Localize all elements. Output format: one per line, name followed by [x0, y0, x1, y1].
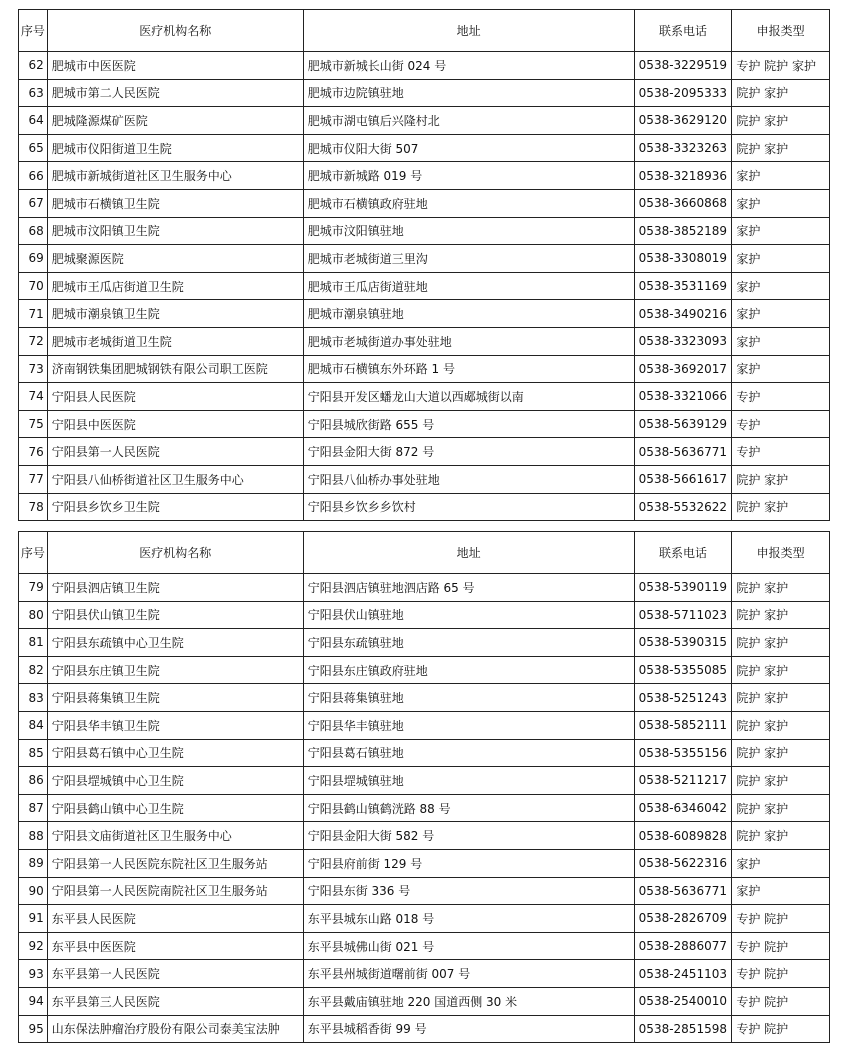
header-name: 医疗机构名称: [47, 10, 303, 52]
cell-type: 专护 院护: [732, 987, 830, 1015]
cell-name: 山东保法肿瘤治疗股份有限公司泰美宝法肿: [47, 1015, 303, 1043]
header-name: 医疗机构名称: [47, 532, 303, 574]
cell-type: 专护: [732, 410, 830, 438]
cell-phone: 0538-5355085: [634, 656, 732, 684]
cell-name: 宁阳县八仙桥街道社区卫生服务中心: [47, 465, 303, 493]
table-row: [19, 107, 830, 135]
table-row: [19, 438, 830, 466]
cell-name: 宁阳县鹤山镇中心卫生院: [47, 794, 303, 822]
header-type: 申报类型: [732, 532, 830, 574]
cell-seq: 85: [19, 739, 48, 767]
cell-phone: 0538-3218936: [634, 162, 732, 190]
cell-seq: 79: [19, 574, 48, 602]
table-row: [19, 905, 830, 933]
cell-name: 肥城市王瓜店街道卫生院: [47, 272, 303, 300]
cell-type: 专护 院护 家护: [732, 52, 830, 80]
cell-name: 宁阳县蒋集镇卫生院: [47, 684, 303, 712]
cell-seq: 93: [19, 960, 48, 988]
cell-type: 院护 家护: [732, 465, 830, 493]
cell-phone: 0538-3323093: [634, 327, 732, 355]
cell-type: 家护: [732, 245, 830, 273]
cell-name: 宁阳县东庄镇卫生院: [47, 656, 303, 684]
table-row: [19, 794, 830, 822]
cell-name: 宁阳县东疏镇中心卫生院: [47, 629, 303, 657]
cell-phone: 0538-2451103: [634, 960, 732, 988]
cell-address: 宁阳县华丰镇驻地: [303, 711, 634, 739]
cell-seq: 62: [19, 52, 48, 80]
cell-seq: 63: [19, 79, 48, 107]
cell-seq: 92: [19, 932, 48, 960]
cell-seq: 71: [19, 300, 48, 328]
cell-seq: 72: [19, 327, 48, 355]
cell-address: 肥城市潮泉镇驻地: [303, 300, 634, 328]
cell-type: 专护: [732, 438, 830, 466]
cell-phone: 0538-3321066: [634, 383, 732, 411]
cell-name: 肥城市潮泉镇卫生院: [47, 300, 303, 328]
cell-seq: 65: [19, 134, 48, 162]
header-address: 地址: [303, 10, 634, 52]
cell-name: 宁阳县堽城镇中心卫生院: [47, 767, 303, 795]
table-row: [19, 493, 830, 521]
cell-seq: 66: [19, 162, 48, 190]
cell-address: 东平县州城街道曙前街 007 号: [303, 960, 634, 988]
cell-phone: 0538-5661617: [634, 465, 732, 493]
cell-name: 宁阳县第一人民医院: [47, 438, 303, 466]
cell-name: 宁阳县泗店镇卫生院: [47, 574, 303, 602]
cell-type: 院护 家护: [732, 822, 830, 850]
cell-name: 宁阳县伏山镇卫生院: [47, 601, 303, 629]
header-seq: 序号: [19, 532, 48, 574]
table-row: [19, 1015, 830, 1043]
cell-name: 宁阳县乡饮乡卫生院: [47, 493, 303, 521]
cell-phone: 0538-3531169: [634, 272, 732, 300]
cell-phone: 0538-2826709: [634, 905, 732, 933]
header-seq: 序号: [19, 10, 48, 52]
table-row: [19, 134, 830, 162]
header-address: 地址: [303, 532, 634, 574]
table-row: [19, 465, 830, 493]
cell-phone: 0538-3229519: [634, 52, 732, 80]
cell-phone: 0538-5852111: [634, 711, 732, 739]
cell-seq: 86: [19, 767, 48, 795]
cell-type: 专护 院护: [732, 932, 830, 960]
cell-phone: 0538-3660868: [634, 189, 732, 217]
cell-address: 肥城市新城路 019 号: [303, 162, 634, 190]
cell-type: 家护: [732, 849, 830, 877]
cell-phone: 0538-5390315: [634, 629, 732, 657]
cell-phone: 0538-6089828: [634, 822, 732, 850]
cell-phone: 0538-3852189: [634, 217, 732, 245]
cell-phone: 0538-3308019: [634, 245, 732, 273]
cell-address: 东平县戴庙镇驻地 220 国道西侧 30 米: [303, 987, 634, 1015]
table-row: [19, 932, 830, 960]
cell-phone: 0538-5636771: [634, 438, 732, 466]
cell-address: 肥城市老城街道办事处驻地: [303, 327, 634, 355]
cell-name: 宁阳县中医医院: [47, 410, 303, 438]
cell-type: 院护 家护: [732, 107, 830, 135]
cell-type: 家护: [732, 217, 830, 245]
table-row: [19, 52, 830, 80]
cell-phone: 0538-5211217: [634, 767, 732, 795]
cell-address: 东平县城东山路 018 号: [303, 905, 634, 933]
cell-name: 东平县人民医院: [47, 905, 303, 933]
cell-phone: 0538-3323263: [634, 134, 732, 162]
header-phone: 联系电话: [634, 10, 732, 52]
table-header-row: [19, 532, 830, 574]
table-row: [19, 711, 830, 739]
cell-seq: 84: [19, 711, 48, 739]
table-header-row: [19, 10, 830, 52]
cell-phone: 0538-2851598: [634, 1015, 732, 1043]
table-row: [19, 189, 830, 217]
cell-name: 肥城市中医医院: [47, 52, 303, 80]
cell-name: 肥城市仪阳街道卫生院: [47, 134, 303, 162]
cell-seq: 87: [19, 794, 48, 822]
cell-address: 宁阳县堽城镇驻地: [303, 767, 634, 795]
cell-seq: 78: [19, 493, 48, 521]
table-row: [19, 767, 830, 795]
cell-phone: 0538-5639129: [634, 410, 732, 438]
cell-seq: 89: [19, 849, 48, 877]
cell-type: 家护: [732, 300, 830, 328]
cell-address: 宁阳县八仙桥办事处驻地: [303, 465, 634, 493]
cell-type: 院护 家护: [732, 794, 830, 822]
cell-name: 肥城市新城街道社区卫生服务中心: [47, 162, 303, 190]
cell-name: 东平县第三人民医院: [47, 987, 303, 1015]
institution-table-2: [18, 531, 830, 1043]
cell-phone: 0538-5355156: [634, 739, 732, 767]
cell-type: 家护: [732, 877, 830, 905]
cell-seq: 67: [19, 189, 48, 217]
cell-seq: 74: [19, 383, 48, 411]
cell-address: 肥城市边院镇驻地: [303, 79, 634, 107]
cell-phone: 0538-3629120: [634, 107, 732, 135]
cell-address: 肥城市石横镇东外环路 1 号: [303, 355, 634, 383]
cell-address: 宁阳县泗店镇驻地泗店路 65 号: [303, 574, 634, 602]
cell-address: 宁阳县葛石镇驻地: [303, 739, 634, 767]
institution-table-1: [18, 9, 830, 521]
table-row: [19, 162, 830, 190]
cell-address: 宁阳县金阳大街 582 号: [303, 822, 634, 850]
cell-type: 院护 家护: [732, 684, 830, 712]
table-row: [19, 684, 830, 712]
cell-name: 东平县第一人民医院: [47, 960, 303, 988]
cell-name: 肥城市第二人民医院: [47, 79, 303, 107]
table-row: [19, 656, 830, 684]
cell-address: 宁阳县鹤山镇鹤洸路 88 号: [303, 794, 634, 822]
cell-address: 宁阳县开发区蟠龙山大道以西郕城街以南: [303, 383, 634, 411]
cell-type: 院护 家护: [732, 493, 830, 521]
cell-address: 东平县城稻香街 99 号: [303, 1015, 634, 1043]
cell-address: 宁阳县东庄镇政府驻地: [303, 656, 634, 684]
table-row: [19, 383, 830, 411]
cell-type: 院护 家护: [732, 601, 830, 629]
cell-name: 肥城市老城街道卫生院: [47, 327, 303, 355]
cell-type: 院护 家护: [732, 574, 830, 602]
cell-name: 肥城聚源医院: [47, 245, 303, 273]
cell-phone: 0538-2540010: [634, 987, 732, 1015]
table-row: [19, 410, 830, 438]
cell-address: 肥城市汶阳镇驻地: [303, 217, 634, 245]
cell-address: 宁阳县金阳大街 872 号: [303, 438, 634, 466]
cell-seq: 64: [19, 107, 48, 135]
cell-type: 家护: [732, 355, 830, 383]
table-row: [19, 849, 830, 877]
table-body-1: [19, 52, 830, 521]
cell-name: 东平县中医医院: [47, 932, 303, 960]
cell-name: 济南钢铁集团肥城钢铁有限公司职工医院: [47, 355, 303, 383]
cell-name: 宁阳县文庙街道社区卫生服务中心: [47, 822, 303, 850]
cell-address: 宁阳县府前街 129 号: [303, 849, 634, 877]
table-row: [19, 987, 830, 1015]
cell-address: 宁阳县乡饮乡乡饮村: [303, 493, 634, 521]
cell-seq: 82: [19, 656, 48, 684]
cell-seq: 94: [19, 987, 48, 1015]
table-row: [19, 272, 830, 300]
cell-address: 肥城市老城街道三里沟: [303, 245, 634, 273]
cell-seq: 73: [19, 355, 48, 383]
header-phone: 联系电话: [634, 532, 732, 574]
cell-address: 肥城市王瓜店街道驻地: [303, 272, 634, 300]
cell-phone: 0538-5711023: [634, 601, 732, 629]
cell-address: 东平县城佛山街 021 号: [303, 932, 634, 960]
cell-type: 专护 院护: [732, 905, 830, 933]
table-row: [19, 877, 830, 905]
cell-type: 专护 院护: [732, 1015, 830, 1043]
cell-phone: 0538-5636771: [634, 877, 732, 905]
cell-type: 家护: [732, 272, 830, 300]
cell-name: 肥城市汶阳镇卫生院: [47, 217, 303, 245]
cell-seq: 76: [19, 438, 48, 466]
cell-name: 宁阳县第一人民医院东院社区卫生服务站: [47, 849, 303, 877]
cell-address: 宁阳县蒋集镇驻地: [303, 684, 634, 712]
header-type: 申报类型: [732, 10, 830, 52]
cell-address: 肥城市石横镇政府驻地: [303, 189, 634, 217]
cell-seq: 70: [19, 272, 48, 300]
cell-type: 院护 家护: [732, 656, 830, 684]
cell-address: 肥城市仪阳大街 507: [303, 134, 634, 162]
table-row: [19, 601, 830, 629]
cell-phone: 0538-2886077: [634, 932, 732, 960]
cell-name: 宁阳县华丰镇卫生院: [47, 711, 303, 739]
table-row: [19, 245, 830, 273]
cell-type: 院护 家护: [732, 629, 830, 657]
table-row: [19, 327, 830, 355]
cell-phone: 0538-5251243: [634, 684, 732, 712]
cell-seq: 83: [19, 684, 48, 712]
table-row: [19, 574, 830, 602]
cell-type: 院护 家护: [732, 79, 830, 107]
cell-name: 肥城隆源煤矿医院: [47, 107, 303, 135]
cell-type: 专护: [732, 383, 830, 411]
table-row: [19, 822, 830, 850]
table-row: [19, 300, 830, 328]
cell-name: 宁阳县人民医院: [47, 383, 303, 411]
cell-address: 宁阳县东街 336 号: [303, 877, 634, 905]
cell-seq: 69: [19, 245, 48, 273]
cell-seq: 90: [19, 877, 48, 905]
cell-name: 宁阳县第一人民医院南院社区卫生服务站: [47, 877, 303, 905]
cell-address: 宁阳县东疏镇驻地: [303, 629, 634, 657]
cell-seq: 75: [19, 410, 48, 438]
cell-address: 肥城市湖屯镇后兴隆村北: [303, 107, 634, 135]
cell-address: 宁阳县伏山镇驻地: [303, 601, 634, 629]
cell-name: 宁阳县葛石镇中心卫生院: [47, 739, 303, 767]
cell-type: 院护 家护: [732, 739, 830, 767]
table-row: [19, 217, 830, 245]
cell-address: 宁阳县城欣街路 655 号: [303, 410, 634, 438]
cell-phone: 0538-2095333: [634, 79, 732, 107]
cell-seq: 80: [19, 601, 48, 629]
table-row: [19, 629, 830, 657]
cell-seq: 77: [19, 465, 48, 493]
cell-phone: 0538-6346042: [634, 794, 732, 822]
cell-type: 院护 家护: [732, 711, 830, 739]
cell-phone: 0538-3692017: [634, 355, 732, 383]
table-row: [19, 79, 830, 107]
cell-type: 院护 家护: [732, 767, 830, 795]
cell-address: 肥城市新城长山街 024 号: [303, 52, 634, 80]
cell-seq: 68: [19, 217, 48, 245]
cell-seq: 81: [19, 629, 48, 657]
cell-phone: 0538-5390119: [634, 574, 732, 602]
cell-type: 家护: [732, 327, 830, 355]
cell-phone: 0538-5622316: [634, 849, 732, 877]
cell-phone: 0538-3490216: [634, 300, 732, 328]
table-row: [19, 960, 830, 988]
cell-type: 家护: [732, 189, 830, 217]
table-row: [19, 739, 830, 767]
table-row: [19, 355, 830, 383]
cell-seq: 88: [19, 822, 48, 850]
cell-phone: 0538-5532622: [634, 493, 732, 521]
cell-type: 家护: [732, 162, 830, 190]
cell-seq: 91: [19, 905, 48, 933]
cell-type: 院护 家护: [732, 134, 830, 162]
cell-seq: 95: [19, 1015, 48, 1043]
table-body-2: [19, 574, 830, 1043]
cell-name: 肥城市石横镇卫生院: [47, 189, 303, 217]
cell-type: 专护 院护: [732, 960, 830, 988]
